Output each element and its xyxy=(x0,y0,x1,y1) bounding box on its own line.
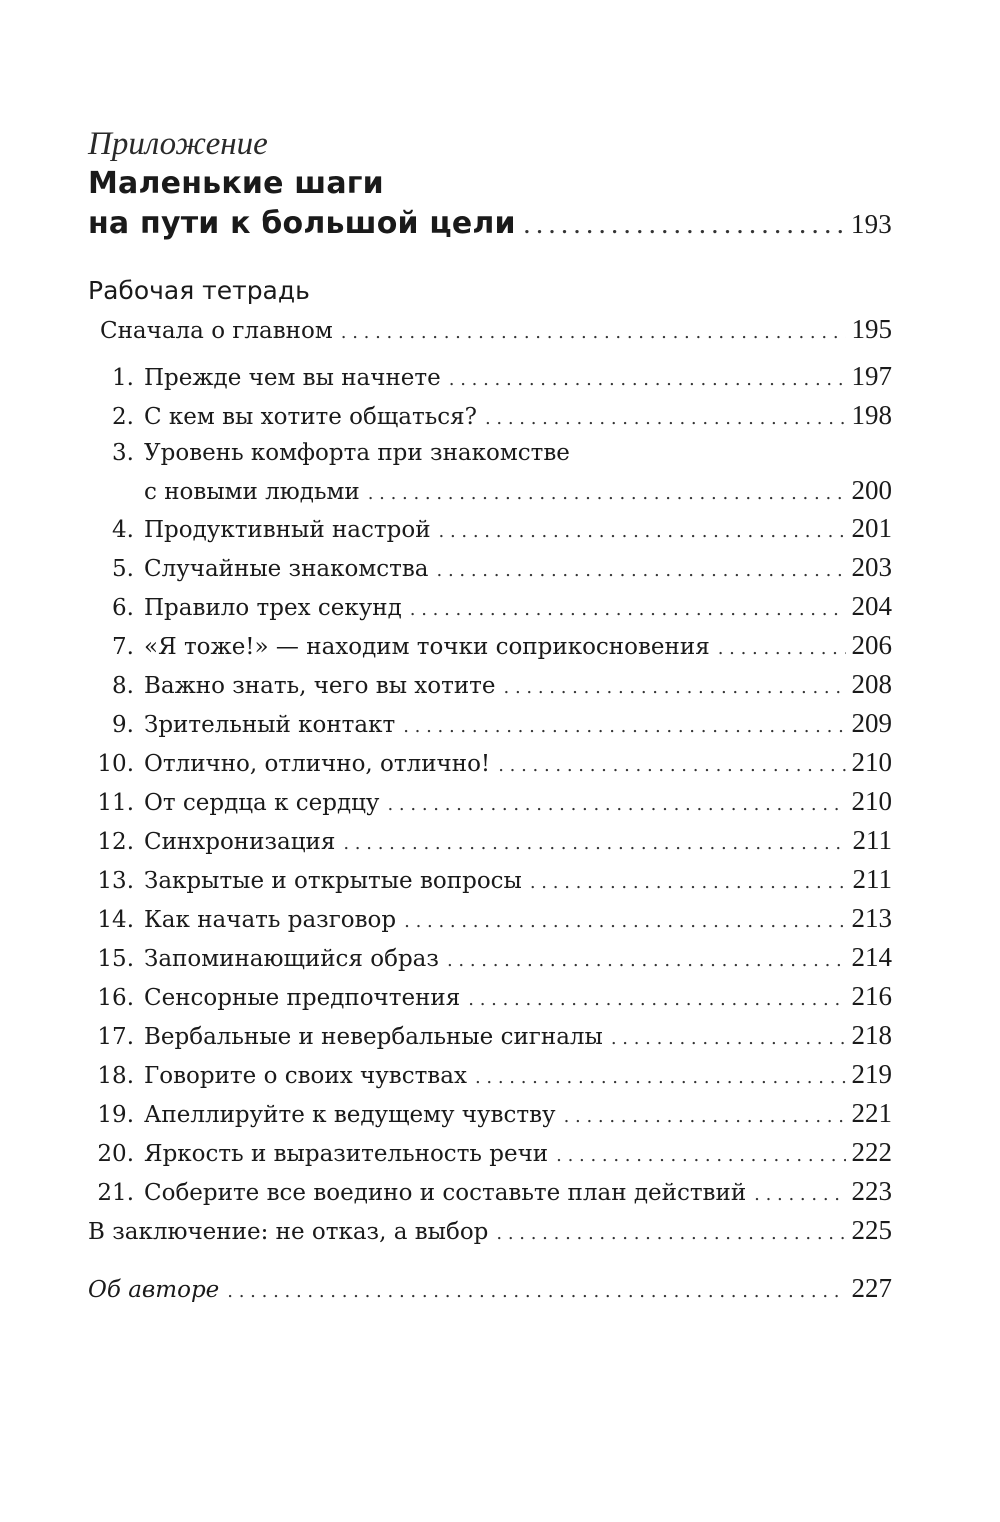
entry-number: 2. xyxy=(112,404,134,430)
dot-leader xyxy=(410,590,846,629)
entry-title: «Я тоже!» — находим точки соприкосновения xyxy=(144,634,710,660)
toc-entry-6 xyxy=(88,587,892,626)
page-number: 211 xyxy=(852,825,892,855)
entry-number: 19. xyxy=(97,1102,134,1128)
page-number: 209 xyxy=(851,708,892,738)
toc-entry-1 xyxy=(88,357,892,396)
dot-leader xyxy=(449,360,846,399)
dot-leader xyxy=(227,1272,845,1312)
page-number: 210 xyxy=(851,747,892,777)
appendix-title-text: на пути к большой цели xyxy=(88,206,516,241)
page-number: 208 xyxy=(851,669,892,699)
entry-title: Сенсорные предпочтения xyxy=(144,985,461,1011)
page-number: 214 xyxy=(851,942,892,972)
entry-title: Правило трех секунд xyxy=(144,595,402,621)
entry-title: Яркость и выразительность речи xyxy=(144,1141,549,1167)
entry-number: 4. xyxy=(112,517,134,543)
entry-title: С кем вы хотите общаться? xyxy=(144,404,477,430)
entry-title: Синхронизация xyxy=(144,829,336,855)
entry-number: 8. xyxy=(112,673,134,699)
appendix-label: Приложение xyxy=(88,126,268,162)
page-number: 223 xyxy=(851,1176,892,1206)
dot-leader xyxy=(754,1175,845,1214)
dot-leader xyxy=(564,1097,846,1136)
entry-number: 7. xyxy=(112,634,134,660)
entry-title: Об авторе xyxy=(88,1277,220,1303)
entry-number: 16. xyxy=(97,985,134,1011)
toc-entry-20 xyxy=(88,1133,892,1172)
dot-leader xyxy=(447,941,846,980)
page-number: 219 xyxy=(851,1059,892,1089)
dot-leader xyxy=(368,475,846,512)
entry-title: Запоминающийся образ xyxy=(144,946,439,972)
toc-entry-19 xyxy=(88,1094,892,1133)
dot-leader xyxy=(496,1214,845,1253)
toc-entry-3 xyxy=(88,435,892,509)
page-number: 204 xyxy=(851,591,892,621)
entry-title: От сердца к сердцу xyxy=(144,790,380,816)
entry-number: 21. xyxy=(97,1180,134,1206)
dot-leader xyxy=(498,746,845,785)
dot-leader xyxy=(387,785,845,824)
toc-entry-intro xyxy=(88,310,892,349)
page-number: 201 xyxy=(851,513,892,543)
page-number: 200 xyxy=(851,475,892,505)
toc-entry-about-author xyxy=(88,1268,892,1308)
entry-title: Продуктивный настрой xyxy=(144,517,431,543)
entry-number: 13. xyxy=(97,868,134,894)
page-number: 218 xyxy=(851,1020,892,1050)
dot-leader xyxy=(468,980,845,1019)
page-number: 227 xyxy=(851,1273,892,1303)
entry-title: В заключение: не отказ, а выбор xyxy=(88,1219,489,1245)
entry-number: 20. xyxy=(97,1141,134,1167)
toc-entry-17 xyxy=(88,1016,892,1055)
toc-entry-8 xyxy=(88,665,892,704)
dot-leader xyxy=(341,313,846,352)
entry-number: 9. xyxy=(112,712,134,738)
entry-title-continued: с новыми людьми xyxy=(144,479,360,505)
entry-number: 1. xyxy=(112,365,134,391)
page-number: 213 xyxy=(851,903,892,933)
toc-entry-2 xyxy=(88,396,892,435)
page-number: 221 xyxy=(851,1098,892,1128)
entry-title: Как начать разговор xyxy=(144,907,397,933)
entry-title: Уровень комфорта при знакомстве xyxy=(144,440,570,466)
toc-entry-15 xyxy=(88,938,892,977)
toc-entries xyxy=(88,310,892,1250)
toc-entry-11 xyxy=(88,782,892,821)
entry-number: 17. xyxy=(97,1024,134,1050)
entry-title: Соберите все воедино и составьте план действий xyxy=(144,1180,747,1206)
page-number: 225 xyxy=(851,1215,892,1245)
toc-entry-10 xyxy=(88,743,892,782)
appendix-title-line2 xyxy=(88,204,892,248)
dot-leader xyxy=(343,824,846,863)
dot-leader xyxy=(403,707,845,746)
entry-title: Зрительный контакт xyxy=(144,712,396,738)
entry-title: Прежде чем вы начнете xyxy=(144,365,441,391)
toc-entry-9 xyxy=(88,704,892,743)
dot-leader xyxy=(475,1058,846,1097)
dot-leader xyxy=(485,399,846,438)
entry-title: Вербальные и невербальные сигналы xyxy=(144,1024,603,1050)
entry-line1 xyxy=(88,435,892,472)
entry-number: 3. xyxy=(112,440,134,466)
entry-title: Сначала о главном xyxy=(100,318,333,344)
entry-number: 12. xyxy=(97,829,134,855)
entry-number: 14. xyxy=(97,907,134,933)
appendix-title-line1: Маленькие шаги xyxy=(88,166,384,201)
toc-entry-21 xyxy=(88,1172,892,1211)
dot-leader xyxy=(530,863,847,902)
toc-entry-13 xyxy=(88,860,892,899)
toc-page xyxy=(88,124,892,1308)
dot-leader xyxy=(556,1136,845,1175)
dot-leader xyxy=(718,629,846,668)
entry-number: 5. xyxy=(112,556,134,582)
page-number: 206 xyxy=(851,630,892,660)
entry-title: Закрытые и открытые вопросы xyxy=(144,868,522,894)
dot-leader xyxy=(439,512,846,551)
entry-title: Случайные знакомства xyxy=(144,556,429,582)
toc-entry-conclusion xyxy=(88,1211,892,1250)
entry-title: Говорите о своих чувствах xyxy=(144,1063,467,1089)
dot-leader xyxy=(437,551,846,590)
toc-entry-5 xyxy=(88,548,892,587)
entry-number: 6. xyxy=(112,595,134,621)
page-number: 198 xyxy=(851,400,892,430)
page-number: 211 xyxy=(852,864,892,894)
page-number: 222 xyxy=(851,1137,892,1167)
toc-entry-12 xyxy=(88,821,892,860)
toc-entry-7 xyxy=(88,626,892,665)
toc-entry-4 xyxy=(88,509,892,548)
dot-leader xyxy=(404,902,845,941)
page-number: 193 xyxy=(850,209,892,239)
page-number: 203 xyxy=(851,552,892,582)
page-number: 216 xyxy=(851,981,892,1011)
entry-title: Важно знать, чего вы хотите xyxy=(144,673,496,699)
entry-number: 11. xyxy=(97,790,134,816)
toc-entry-16 xyxy=(88,977,892,1016)
toc-entry-14 xyxy=(88,899,892,938)
toc-entry-18 xyxy=(88,1055,892,1094)
workbook-label: Рабочая тетрадь xyxy=(88,276,310,305)
entry-number: 15. xyxy=(97,946,134,972)
page-number: 197 xyxy=(851,361,892,391)
dot-leader xyxy=(611,1019,846,1058)
dot-leader xyxy=(524,208,845,248)
entry-number: 10. xyxy=(97,751,134,777)
entry-line2 xyxy=(88,472,892,509)
page-number: 210 xyxy=(851,786,892,816)
dot-leader xyxy=(504,668,846,707)
entry-number: 18. xyxy=(97,1063,134,1089)
page-number: 195 xyxy=(851,314,892,344)
entry-title: Отлично, отлично, отлично! xyxy=(144,751,491,777)
entry-title: Апеллируйте к ведущему чувству xyxy=(144,1102,556,1128)
